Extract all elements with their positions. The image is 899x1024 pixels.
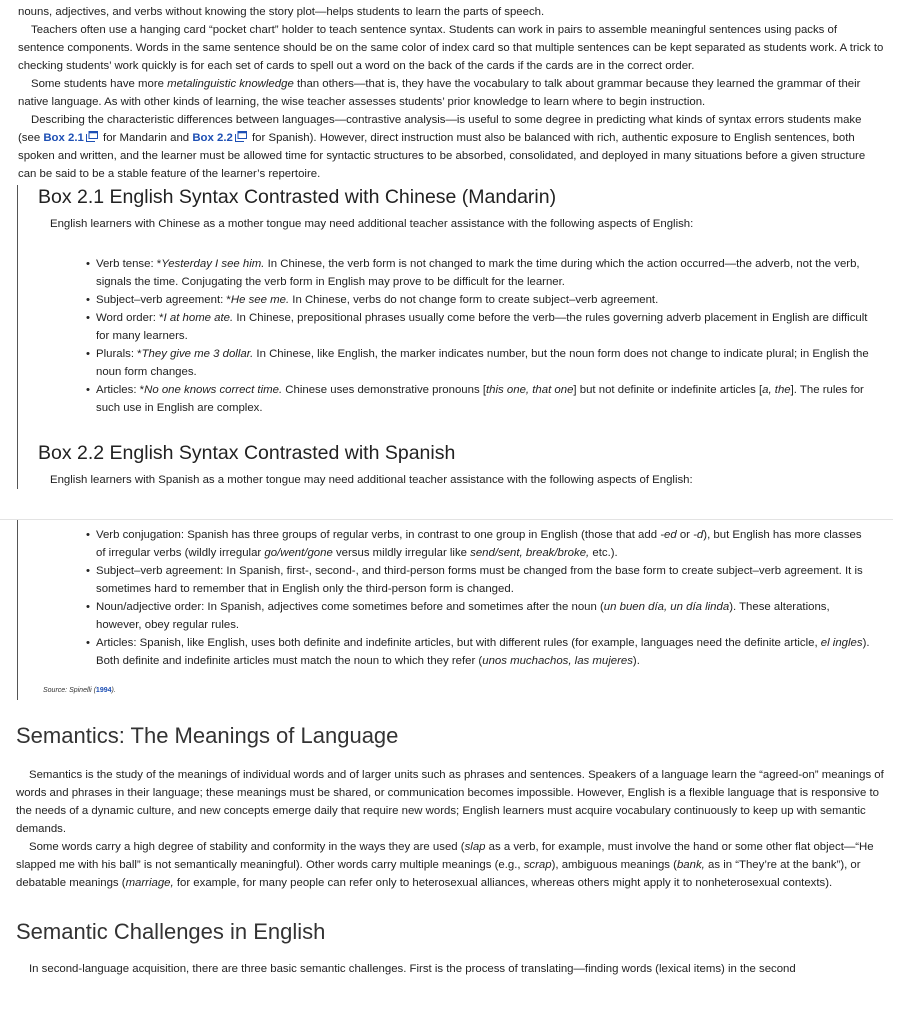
source-citation: Source: Spinelli (1994). — [43, 687, 116, 694]
box-title: Box 2.2 English Syntax Contrasted with Spanish — [38, 442, 456, 464]
bullet-list — [38, 526, 899, 670]
box-intro: English learners with Spanish as a mother tongue may need additional teacher assistance with the following aspects of English: — [50, 474, 693, 486]
paragraph: Teachers often use a hanging card “pocket chart” holder to teach sentence syntax. Students can work in pairs to assemble meaningful sentences using packs of sentence components. Words in the same sentence should be on the same color of index card so that multiple sentences can be kept separated as students work. A trick to checking students’ work quickly is for each set of cards to spell out a word on the back of the cards if the cards are in the correct order. — [18, 24, 884, 72]
list-item: • Verb tense: *Yesterday I see him. In Chinese, the verb form is not changed to mark the time during which the action occurred—the adverb, not the verb, signals the time. Conjugating the verb form in English may prove to be difficult for the learner. — [38, 255, 899, 291]
list-item: • Noun/adjective order: In Spanish, adjectives come sometimes before and sometimes after the noun (un buen día, un día linda). These alterations, however, obey regular rules. — [38, 598, 899, 634]
popup-window-icon[interactable] — [235, 131, 247, 142]
semantics-body — [0, 766, 899, 892]
list-item: • Subject–verb agreement: In Spanish, first-, second-, and third-person forms must be changed from the base form to create subject–verb agreement. It is sometimes hard to remember that in English only the third-person form is changed. — [38, 562, 899, 598]
source-year-link[interactable]: 1994 — [95, 687, 112, 694]
box-2-2-link[interactable]: Box 2.2 — [192, 132, 233, 144]
box-2-2-header — [38, 441, 899, 489]
list-item: • Articles: Spanish, like English, uses both definite and indefinite articles, but with different rules (for example, languages need the definite article, el ingles). Both definite and indefinite articles must match the noun to which they refer (unos muchachos, las mujeres). — [38, 634, 899, 670]
paragraph: Semantics is the study of the meanings of individual words and of larger units such as phrases and sentences. Speakers of a language learn the “agreed-on” meanings of words and phrases in their language; these meanings must be shared, or communication becomes impossible. However, English is a flexible language that is responsive to the needs of a dynamic culture, and new concepts emerge daily that require new words; English learners must acquire vocabulary continuously to keep up with semantic demands. — [16, 769, 884, 835]
box-2-1 — [17, 185, 899, 489]
box-2-1-link[interactable]: Box 2.1 — [43, 132, 84, 144]
list-item: • Articles: *No one knows correct time. Chinese uses demonstrative pronouns [this one, that one] but not definite or indefinite articles [a, the]. The rules for such use in English are complex. — [38, 381, 899, 417]
emphasis: metalinguistic knowledge — [167, 78, 294, 90]
list-item: • Word order: *I at home ate. In Chinese, prepositional phrases usually come before the verb—the rules governing adverb placement in English are difficult for many learners. — [38, 309, 899, 345]
paragraph: Some words carry a high degree of stability and conformity in the ways they are used (slap as a verb, for example, must involve the hand or some other flat object—“He slapped me with his ball” is not semantically meaningful). Other words carry multiple meanings (e.g., scrap), ambiguous meanings (bank, as in “They’re at the bank”), or debatable meanings (marriage, for example, for many people can refer only to heterosexual alliances, whereas others might apply it to nonheterosexual contexts). — [16, 841, 874, 889]
list-item: • Subject–verb agreement: *He see me. In Chinese, verbs do not change form to create subject–verb agreement. — [38, 291, 899, 309]
challenges-body — [0, 960, 899, 978]
list-item: • Plurals: *They give me 3 dollar. In Chinese, like English, the marker indicates number, but the noun form does not change to indicate plural; in English the noun form changes. — [38, 345, 899, 381]
box-2-2-list — [17, 520, 899, 700]
popup-window-icon[interactable] — [86, 131, 98, 142]
section-heading-challenges: Semantic Challenges in English — [16, 919, 326, 944]
section-heading-semantics: Semantics: The Meanings of Language — [16, 723, 399, 748]
bullet-list — [38, 255, 899, 417]
list-item: • Verb conjugation: Spanish has three groups of regular verbs, in contrast to one group in English (those that add -ed or -d), but English has more classes of irregular verbs (wildly irregular go/went/gone versus mildly irregular like send/sent, break/broke, etc.). — [38, 526, 899, 562]
paragraph: In second-language acquisition, there are three basic semantic challenges. First is the process of translating—finding words (lexical items) in the second — [29, 963, 796, 975]
box-intro: English learners with Chinese as a mother tongue may need additional teacher assistance with the following aspects of English: — [50, 218, 694, 230]
box-title: Box 2.1 English Syntax Contrasted with Chinese (Mandarin) — [38, 186, 557, 208]
paragraph: Some students have more metalinguistic knowledge than others—that is, they have the vocabulary to talk about grammar because they learned the grammar of their native language. As with other kinds of learning, the wise teacher assesses students’ prior knowledge to learn where to begin instruction. — [18, 78, 861, 108]
paragraph: nouns, adjectives, and verbs without knowing the story plot—helps students to learn the parts of speech. — [18, 6, 545, 18]
paragraph: Describing the characteristic differences between languages—contrastive analysis—is useful to some degree in predicting what kinds of syntax errors students make (see Box 2.1 for Mandarin and Box 2.2 for Spanish). However, direct instruction must also be balanced with rich, authentic exposure to English sentences, both spoken and written, and the learner must be allowed time for syntactic structures to be absorbed, consolidated, and deployed in many situations before a given structure can be said to be a stable feature of the learner’s repertoire. — [18, 114, 866, 180]
intro-section — [0, 0, 899, 183]
